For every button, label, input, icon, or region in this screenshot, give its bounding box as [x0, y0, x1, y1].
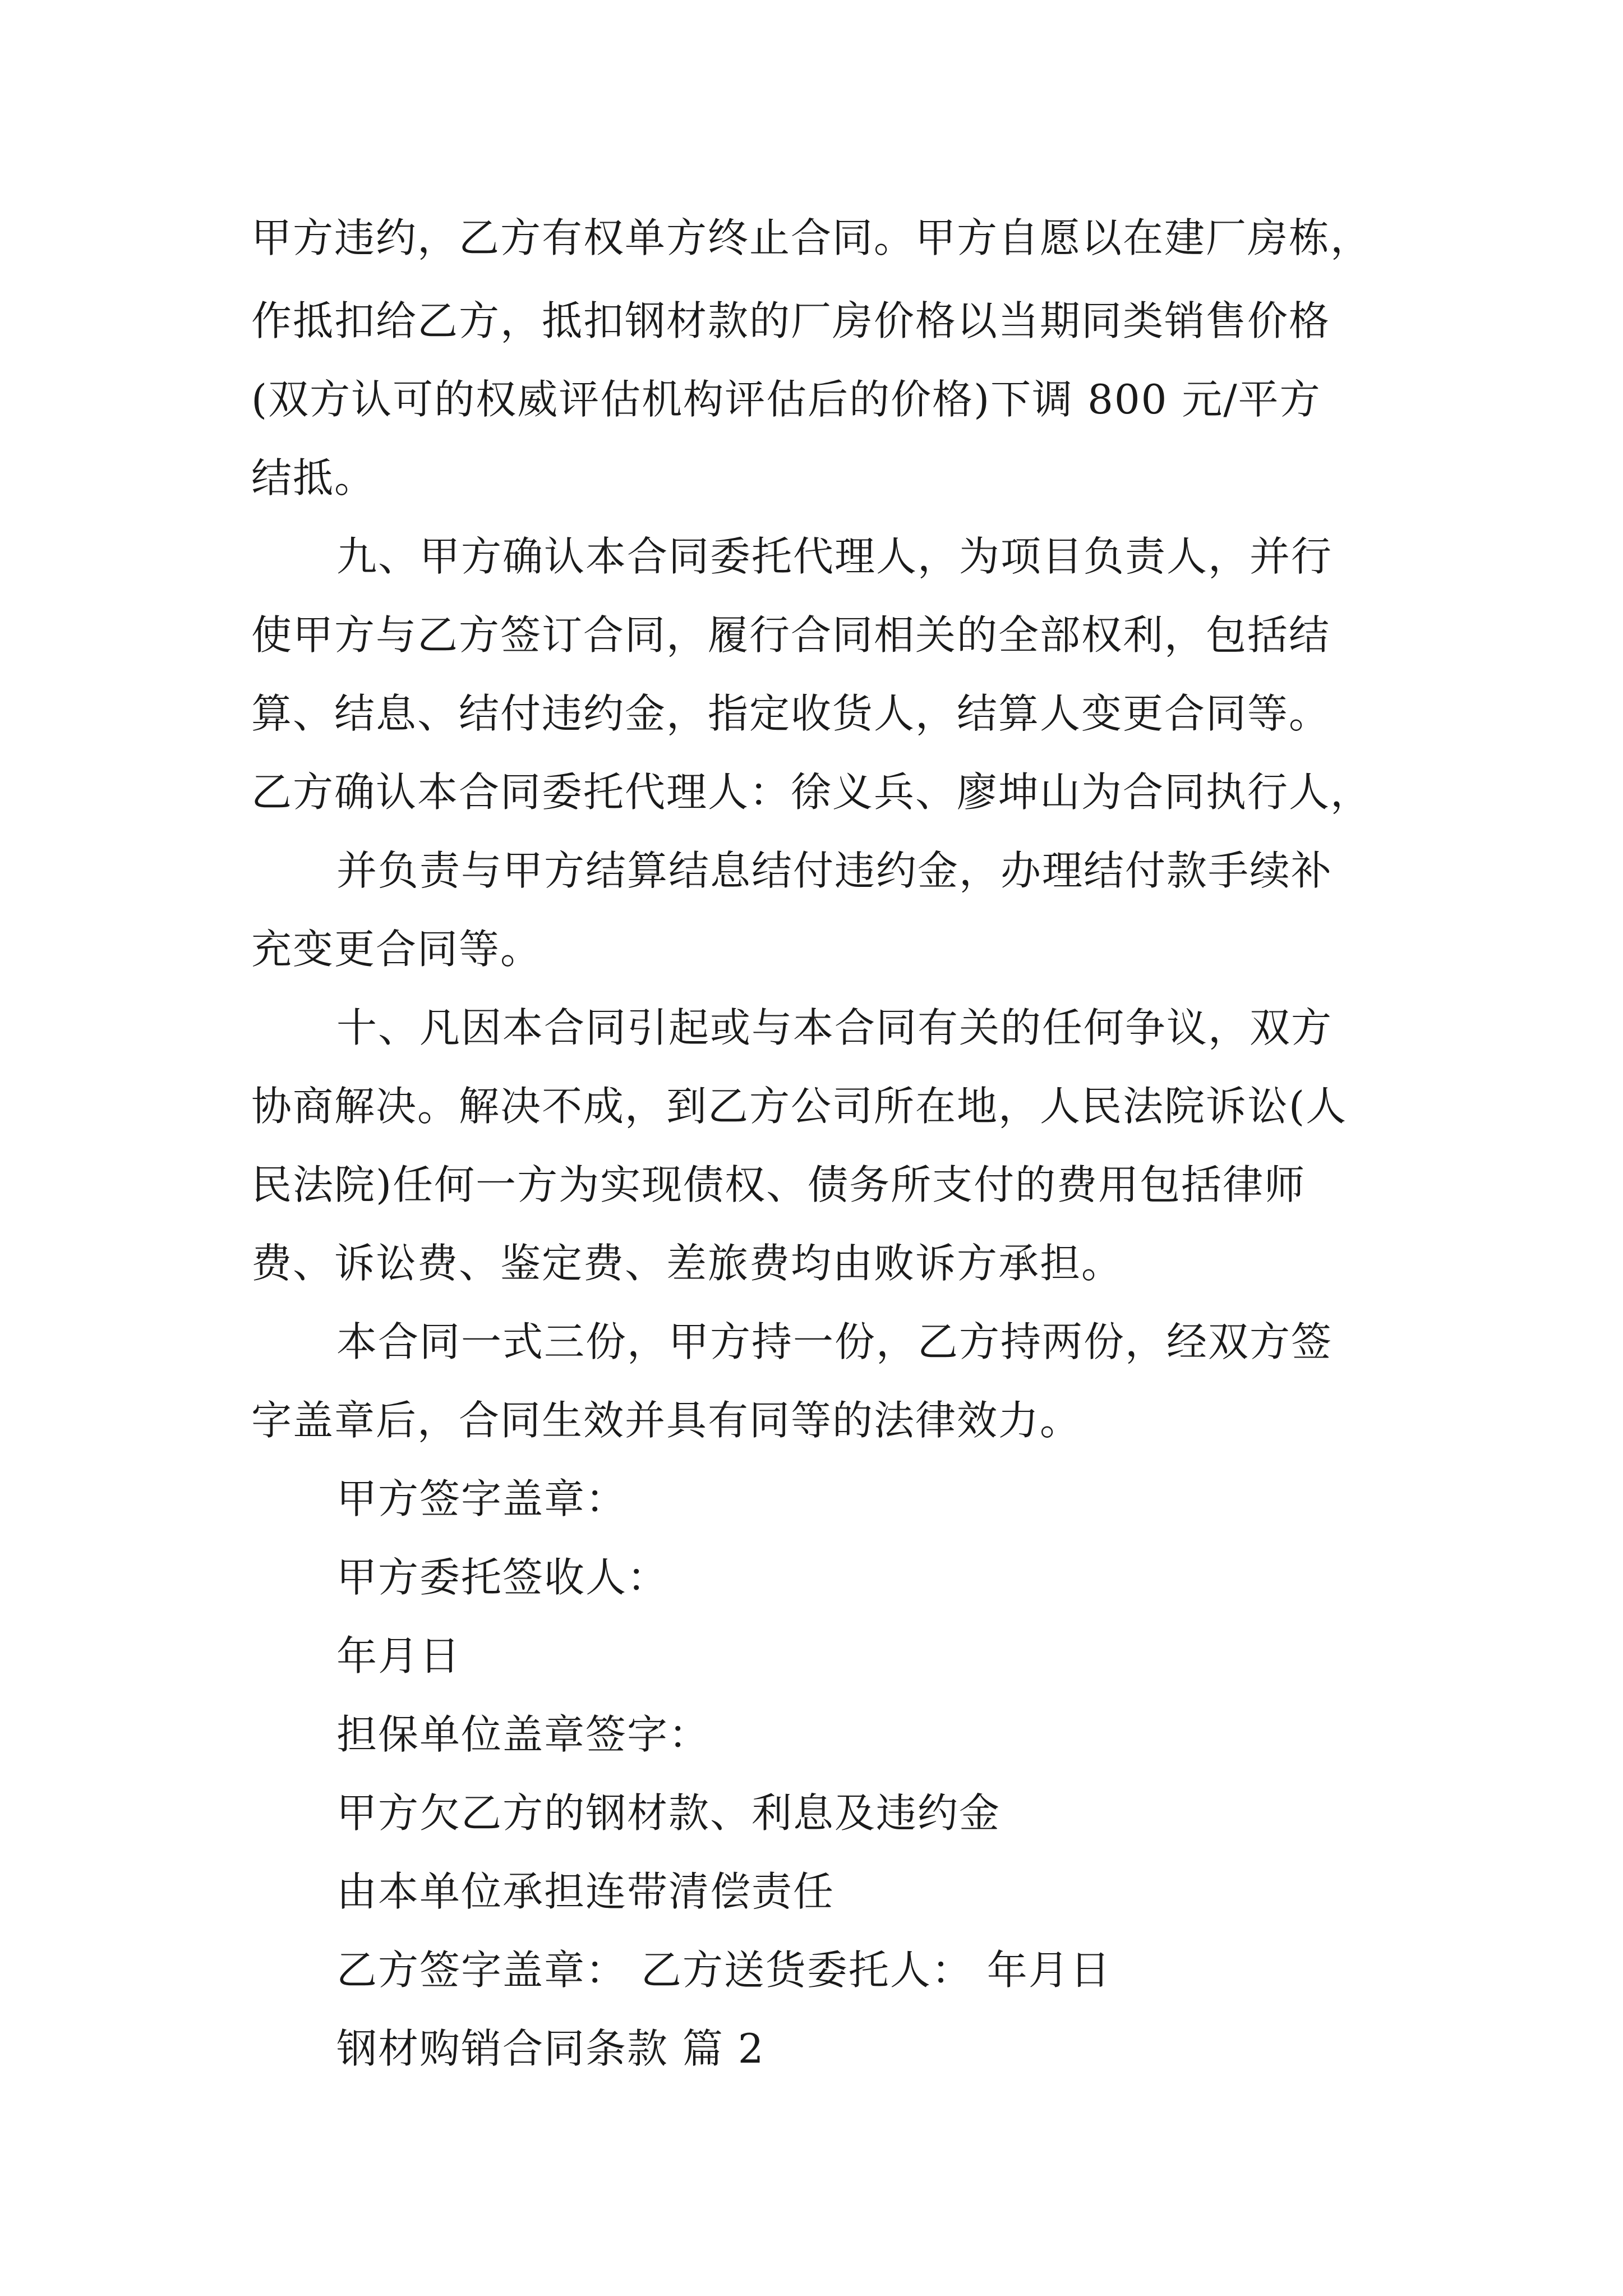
paragraph-line: 并负责与甲方结算结息结付违约金，办理结付款手续补 [336, 847, 1333, 894]
paragraph-line: 充变更合同等。 [251, 926, 542, 973]
signature-label: 甲方签字盖章： [336, 1475, 628, 1522]
paragraph-line: 本合同一式三份，甲方持一份，乙方持两份，经双方签 [336, 1318, 1333, 1365]
paragraph-line: 字盖章后，合同生效并具有同等的法律效力。 [251, 1397, 1082, 1444]
date-label: 年月日 [336, 1632, 462, 1680]
paragraph-line: 作抵扣给乙方，抵扣钢材款的厂房价格以当期同类销售价格 [251, 297, 1331, 344]
signature-label: 担保单位盖章签字： [336, 1711, 711, 1758]
paragraph-line: 由本单位承担连带清偿责任 [336, 1868, 835, 1915]
paragraph-line: 九、甲方确认本合同委托代理人，为项目负责人，并行 [336, 533, 1333, 580]
paragraph-line: 十、凡因本合同引起或与本合同有关的任何争议，双方 [336, 1004, 1333, 1051]
section-heading: 钢材购销合同条款 篇 2 [336, 2025, 765, 2072]
paragraph-line: 使甲方与乙方签订合同，履行合同相关的全部权利，包括结 [251, 611, 1331, 659]
paragraph-line: 甲方违约，乙方有权单方终止合同。甲方自愿以在建厂房栋， [251, 214, 1372, 261]
paragraph-line: 算、结息、结付违约金，指定收货人，结算人变更合同等。 [251, 690, 1331, 737]
paragraph-line: 费、诉讼费、鉴定费、差旅费均由败诉方承担。 [251, 1240, 1123, 1287]
paragraph-line: 民法院)任何一方为实现债权、债务所支付的费用包括律师 [251, 1161, 1306, 1208]
paragraph-line: 甲方欠乙方的钢材款、利息及违约金 [336, 1789, 1001, 1837]
signature-label: 甲方委托签收人： [336, 1554, 669, 1601]
paragraph-line: (双方认可的权威评估机构评估后的价格)下调 800 元/平方 [251, 376, 1321, 423]
paragraph-line: 协商解决。解决不成，到乙方公司所在地，人民法院诉讼(人 [251, 1083, 1348, 1130]
paragraph-line: 乙方确认本合同委托代理人：徐义兵、廖坤山为合同执行人， [251, 769, 1372, 816]
signature-label: 乙方签字盖章： 乙方送货委托人： 年月日 [336, 1947, 1112, 1994]
paragraph-line: 结抵。 [251, 454, 376, 501]
